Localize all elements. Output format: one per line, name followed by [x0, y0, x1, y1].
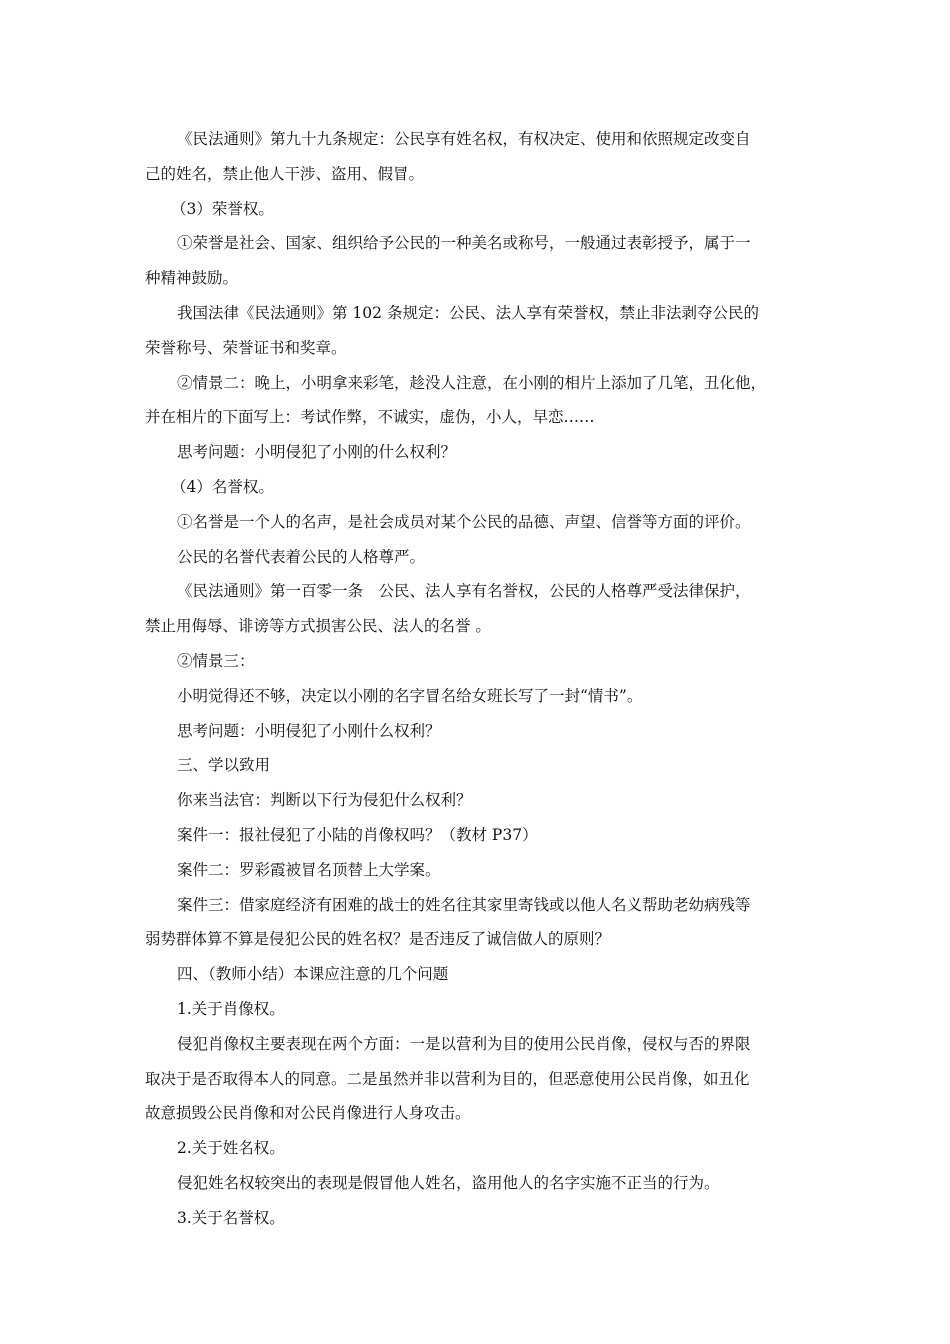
text-line: ②情景三：: [177, 651, 255, 670]
subsection-heading: 2.关于姓名权。: [177, 1139, 285, 1158]
text-line: 弱势群体算不算是侵犯公民的姓名权？是否违反了诚信做人的原则？: [145, 930, 611, 949]
section-heading: 三、学以致用: [177, 756, 271, 775]
subsection-heading: 1.关于肖像权。: [177, 999, 285, 1018]
subsection-heading: 3.关于名誉权。: [177, 1208, 285, 1227]
text-line: 你来当法官：判断以下行为侵犯什么权利？: [177, 791, 472, 810]
case-line: 案件二：罗彩霞被冒名顶替上大学案。: [177, 860, 441, 879]
section-heading: 四、（教师小结）本课应注意的几个问题: [177, 965, 449, 984]
text-line: 取决于是否取得本人的同意。二是虽然并非以营利为目的，但恶意使用公民肖像，如丑化: [145, 1069, 750, 1088]
text-line: 《民法通则》第九十九条规定：公民享有姓名权，有权决定、使用和依照规定改变自: [177, 130, 751, 148]
section-heading: （4）名誉权。: [171, 477, 274, 496]
text-line: 公民的名誉代表着公民的人格尊严。: [177, 547, 426, 566]
text-line: ①荣誉是社会、国家、组织给予公民的一种美名或称号，一般通过表彰授予，属于一: [177, 234, 751, 253]
text-line: 种精神鼓励。: [145, 269, 239, 288]
section-heading: （3）荣誉权。: [171, 199, 274, 218]
text-line: ①名誉是一个人的名声，是社会成员对某个公民的品德、声望、信誉等方面的评价。: [177, 512, 751, 531]
question-line: 思考问题：小明侵犯了小刚什么权利？: [177, 721, 441, 740]
case-line: 案件一：报社侵犯了小陆的肖像权吗？（教材 P37）: [177, 825, 538, 844]
text-line: 侵犯姓名权较突出的表现是假冒他人姓名，盗用他人的名字实施不正当的行为。: [177, 1173, 720, 1192]
text-line: 《民法通则》第一百零一条 公民、法人享有名誉权，公民的人格尊严受法律保护，: [177, 582, 751, 601]
case-line: 案件三：借家庭经济有困难的战士的姓名往其家里寄钱或以他人名义帮助老幼病残等: [177, 895, 751, 914]
text-line: 禁止用侮辱、诽谤等方式损害公民、法人的名誉 。: [145, 617, 491, 636]
text-line: 侵犯肖像权主要表现在两个方面：一是以营利为目的使用公民肖像，侵权与否的界限: [177, 1034, 751, 1053]
text-line: 小明觉得还不够，决定以小刚的名字冒名给女班长写了一封“情书”。: [177, 686, 643, 705]
text-line: 故意损毁公民肖像和对公民肖像进行人身攻击。: [145, 1104, 471, 1123]
text-line: 己的姓名，禁止他人干涉、盗用、假冒。: [145, 164, 425, 183]
text-line: 我国法律《民法通则》第 102 条规定：公民、法人享有荣誉权，禁止非法剥夺公民的: [177, 303, 759, 322]
text-line: 并在相片的下面写上：考试作弊，不诚实，虚伪，小人，早恋……: [145, 408, 595, 427]
text-line: 荣誉称号、荣誉证书和奖章。: [145, 338, 347, 357]
text-line: ②情景二：晚上，小明拿来彩笔，趁没人注意，在小刚的相片上添加了几笔，丑化他，: [177, 373, 767, 392]
question-line: 思考问题：小明侵犯了小刚的什么权利？: [177, 443, 457, 462]
document-body: [145, 122, 810, 1236]
